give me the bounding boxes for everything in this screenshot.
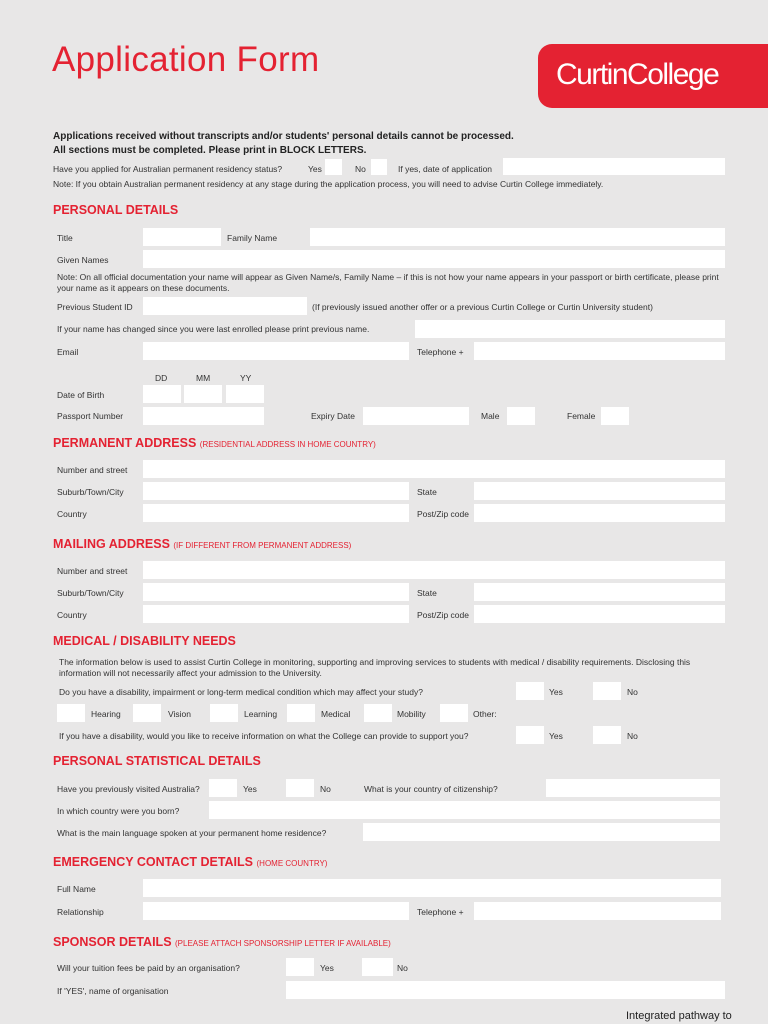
statistical-heading: PERSONAL STATISTICAL DETAILS	[53, 754, 261, 768]
perm-state-field[interactable]	[474, 482, 725, 500]
relationship-label: Relationship	[57, 907, 104, 917]
title-field[interactable]	[143, 228, 221, 246]
citizenship-field[interactable]	[546, 779, 720, 797]
language-field[interactable]	[363, 823, 720, 841]
permanent-address-subheading: (RESIDENTIAL ADDRESS IN HOME COUNTRY)	[199, 440, 376, 449]
mm-label: MM	[196, 373, 211, 383]
disability-question: Do you have a disability, impairment or long-term medical condition which may affect your study?	[59, 687, 423, 697]
sponsor-no-checkbox[interactable]	[362, 958, 393, 976]
perm-state-label: State	[417, 487, 437, 497]
medical-heading: MEDICAL / DISABILITY NEEDS	[53, 634, 236, 648]
previous-id-field[interactable]	[143, 297, 307, 315]
born-question: In which country were you born?	[57, 806, 180, 816]
intro-line-1: Applications received without transcripts and/or students' personal details cannot be processed.	[53, 131, 514, 142]
support-no-checkbox[interactable]	[593, 726, 621, 744]
emergency-telephone-label: Telephone +	[417, 907, 464, 917]
previous-id-hint: (If previously issued another offer or a previous Curtin College or Curtin University student)	[312, 302, 653, 312]
perm-street-field[interactable]	[143, 460, 725, 478]
footer-tagline: Integrated pathway to	[626, 1010, 732, 1022]
family-name-field[interactable]	[310, 228, 725, 246]
pr-date-label: If yes, date of application	[398, 164, 493, 174]
mail-suburb-field[interactable]	[143, 583, 409, 601]
visited-yes-checkbox[interactable]	[209, 779, 237, 797]
mailing-address-subheading: (IF DIFFERENT FROM PERMANENT ADDRESS)	[173, 541, 352, 550]
mailing-address-heading: MAILING ADDRESS (IF DIFFERENT FROM PERMANENT ADDRESS)	[53, 537, 352, 551]
sponsor-yes-checkbox[interactable]	[286, 958, 314, 976]
visited-no-checkbox[interactable]	[286, 779, 314, 797]
mail-country-field[interactable]	[143, 605, 409, 623]
passport-label: Passport Number	[57, 411, 124, 421]
given-names-field[interactable]	[143, 250, 725, 268]
permanent-address-heading: PERMANENT ADDRESS (RESIDENTIAL ADDRESS IN HOME COUNTRY)	[53, 436, 376, 450]
organisation-field[interactable]	[286, 981, 725, 999]
pr-date-field[interactable]	[503, 158, 725, 175]
support-yes-label: Yes	[549, 731, 563, 741]
organisation-label: If 'YES', name of organisation	[57, 986, 169, 996]
title-label: Title	[57, 233, 73, 243]
perm-country-field[interactable]	[143, 504, 409, 522]
expiry-field[interactable]	[363, 407, 469, 425]
previous-id-label: Previous Student ID	[57, 302, 133, 312]
emergency-name-field[interactable]	[143, 879, 721, 897]
email-label: Email	[57, 347, 79, 357]
mail-state-field[interactable]	[474, 583, 725, 601]
pr-note: Note: If you obtain Australian permanent residency at any stage during the application process, you will need to advise Curtin College immediately.	[53, 179, 604, 189]
full-name-label: Full Name	[57, 884, 96, 894]
disability-yes-label: Yes	[549, 687, 563, 697]
learning-checkbox[interactable]	[210, 704, 238, 722]
male-label: Male	[481, 411, 500, 421]
email-field[interactable]	[143, 342, 409, 360]
expiry-label: Expiry Date	[311, 411, 355, 421]
perm-country-label: Country	[57, 509, 87, 519]
page-title: Application Form	[52, 40, 320, 79]
pr-yes-label: Yes	[308, 164, 322, 174]
pr-no-label: No	[355, 164, 366, 174]
medical-info: The information below is used to assist Curtin College in monitoring, supporting and improving services to students with medical / disability requirements. Disclosing this information will not necessarily affect your admission to the University.	[59, 657, 691, 678]
passport-field[interactable]	[143, 407, 264, 425]
relationship-field[interactable]	[143, 902, 409, 920]
sponsor-no-label: No	[397, 963, 408, 973]
sponsor-question: Will your tuition fees be paid by an organisation?	[57, 963, 240, 973]
perm-suburb-label: Suburb/Town/City	[57, 487, 124, 497]
name-note: Note: On all official documentation your name will appear as Given Name/s, Family Name – if this is not how your name appears in your passport or birth certificate, please print your name as it appears on these documents.	[57, 272, 719, 293]
disability-no-checkbox[interactable]	[593, 682, 621, 700]
other-checkbox[interactable]	[440, 704, 468, 722]
given-names-label: Given Names	[57, 255, 109, 265]
sponsor-heading: SPONSOR DETAILS (PLEASE ATTACH SPONSORSHIP LETTER IF AVAILABLE)	[53, 935, 391, 949]
female-label: Female	[567, 411, 596, 421]
hearing-checkbox[interactable]	[57, 704, 85, 722]
dob-year-field[interactable]	[226, 385, 264, 403]
perm-suburb-field[interactable]	[143, 482, 409, 500]
intro-line-2: All sections must be completed. Please print in BLOCK LETTERS.	[53, 145, 367, 156]
born-field[interactable]	[209, 801, 720, 819]
emergency-subheading: (HOME COUNTRY)	[256, 859, 328, 868]
vision-label: Vision	[168, 709, 191, 719]
mail-postcode-field[interactable]	[474, 605, 725, 623]
curtin-college-logo: CurtinCollege	[556, 58, 719, 91]
support-question: If you have a disability, would you like to receive information on what the College can provide to support you?	[59, 731, 469, 741]
perm-postcode-field[interactable]	[474, 504, 725, 522]
perm-postcode-label: Post/Zip code	[417, 509, 469, 519]
dob-month-field[interactable]	[184, 385, 222, 403]
mail-postcode-label: Post/Zip code	[417, 610, 469, 620]
previous-name-field[interactable]	[415, 320, 725, 338]
dob-day-field[interactable]	[143, 385, 181, 403]
hearing-label: Hearing	[91, 709, 121, 719]
pr-no-checkbox[interactable]	[371, 159, 387, 175]
language-question: What is the main language spoken at your permanent home residence?	[57, 828, 327, 838]
telephone-label: Telephone +	[417, 347, 464, 357]
telephone-field[interactable]	[474, 342, 725, 360]
mobility-label: Mobility	[397, 709, 426, 719]
mail-state-label: State	[417, 588, 437, 598]
sponsor-yes-label: Yes	[320, 963, 334, 973]
mail-suburb-label: Suburb/Town/City	[57, 588, 124, 598]
dd-label: DD	[155, 373, 168, 383]
medical-checkbox[interactable]	[287, 704, 315, 722]
visited-question: Have you previously visited Australia?	[57, 784, 200, 794]
visited-no-label: No	[320, 784, 331, 794]
pr-question: Have you applied for Australian permanent residency status?	[53, 164, 283, 174]
male-checkbox[interactable]	[507, 407, 535, 425]
family-name-label: Family Name	[227, 233, 278, 243]
disability-yes-checkbox[interactable]	[516, 682, 544, 700]
mobility-checkbox[interactable]	[364, 704, 392, 722]
pr-yes-checkbox[interactable]	[325, 159, 342, 175]
female-checkbox[interactable]	[601, 407, 629, 425]
support-no-label: No	[627, 731, 638, 741]
other-label: Other:	[473, 709, 497, 719]
vision-checkbox[interactable]	[133, 704, 161, 722]
mail-country-label: Country	[57, 610, 87, 620]
personal-details-heading: PERSONAL DETAILS	[53, 203, 179, 217]
name-changed-label: If your name has changed since you were last enrolled please print previous name.	[57, 324, 370, 334]
dob-label: Date of Birth	[57, 390, 105, 400]
emergency-telephone-field[interactable]	[474, 902, 721, 920]
mail-street-field[interactable]	[143, 561, 725, 579]
emergency-heading: EMERGENCY CONTACT DETAILS (HOME COUNTRY)	[53, 855, 328, 869]
sponsor-subheading: (PLEASE ATTACH SPONSORSHIP LETTER IF AVAILABLE)	[175, 939, 391, 948]
yy-label: YY	[240, 373, 252, 383]
visited-yes-label: Yes	[243, 784, 257, 794]
learning-label: Learning	[244, 709, 278, 719]
citizenship-question: What is your country of citizenship?	[364, 784, 498, 794]
disability-no-label: No	[627, 687, 638, 697]
mail-street-label: Number and street	[57, 566, 128, 576]
medical-label: Medical	[321, 709, 351, 719]
perm-street-label: Number and street	[57, 465, 128, 475]
support-yes-checkbox[interactable]	[516, 726, 544, 744]
